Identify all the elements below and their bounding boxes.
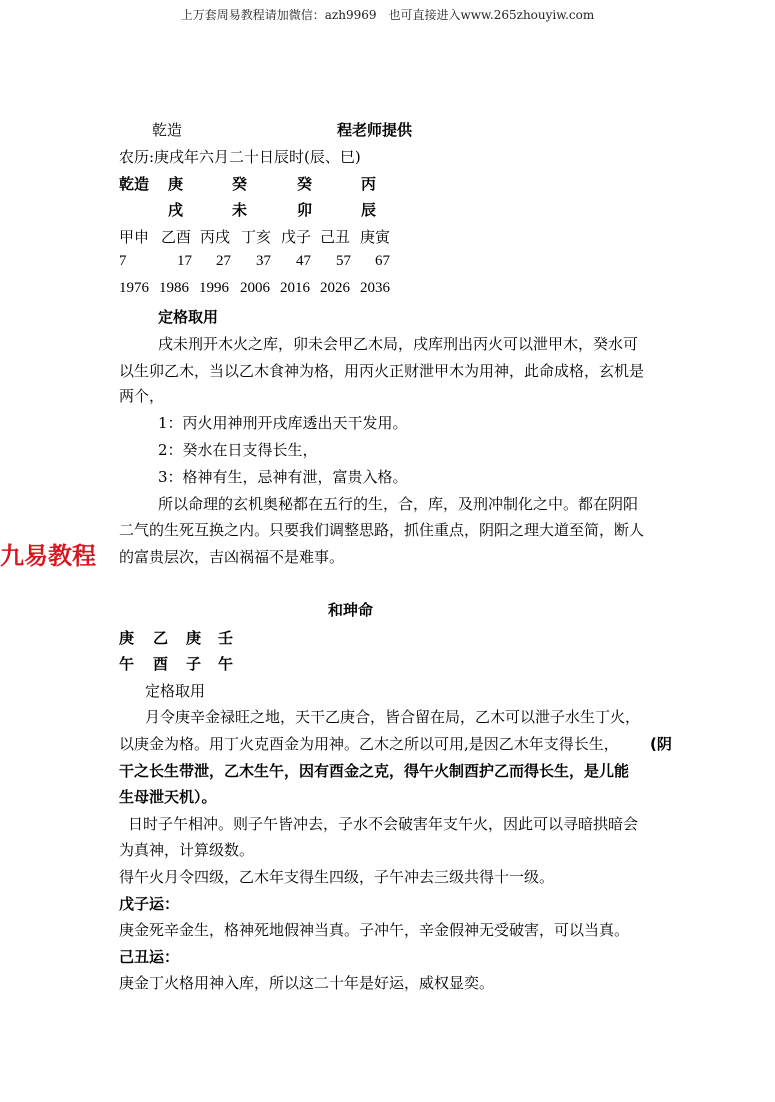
year-4: 2006	[240, 280, 270, 296]
age-4: 37	[256, 253, 271, 269]
case2-title: 和珅命	[328, 601, 374, 619]
c2-branch-4: 午	[218, 655, 234, 673]
para1-line3: 两个，	[119, 387, 165, 405]
para1-line1: 戌未刑开木火之库，卯未会甲乙木局，戌库刑出丙火可以泄甲木，癸水可	[158, 335, 639, 353]
c2-stem-3: 庚	[186, 629, 202, 647]
year-7: 2036	[360, 280, 390, 296]
c2-branch-1: 午	[119, 655, 135, 673]
dayun-6: 己丑	[320, 228, 351, 246]
lunar-date: 农历:庚戌年六月二十日辰时(辰、巳)	[119, 148, 361, 166]
dayun-4: 丁亥	[241, 228, 272, 246]
age-2: 17	[177, 253, 192, 269]
c2-branch-2: 酉	[153, 655, 169, 673]
c2-p1-line1: 月令庚辛金禄旺之地，天干乙庚合，皆合留在局，乙木可以泄子水生丁火，	[145, 708, 641, 726]
qianzao-label: 乾造	[152, 121, 183, 139]
c2-p1-line2: 以庚金为格。用丁火克酉金为用神。乙木之所以可用,是因乙木年支得长生，	[119, 735, 619, 753]
stem-day: 癸	[297, 175, 313, 193]
stem-hour: 丙	[361, 175, 377, 193]
c2-p1-line4: 生母泄天机）。	[119, 788, 217, 806]
branch-day: 卯	[297, 201, 313, 219]
age-5: 47	[296, 253, 311, 269]
age-3: 27	[216, 253, 231, 269]
branch-month: 未	[232, 201, 248, 219]
c2-branch-3: 子	[186, 655, 202, 673]
dayun-5: 戊子	[281, 228, 312, 246]
provider-credit: 程老师提供	[337, 121, 413, 139]
para2-line3: 的富贵层次，吉凶祸福不是难事。	[119, 548, 345, 566]
c2-p2-line2: 为真神，计算级数。	[119, 841, 255, 859]
year-3: 1996	[199, 280, 229, 296]
stem-month: 癸	[232, 175, 248, 193]
para2-line1: 所以命理的玄机奥秘都在五行的生，合，库，及刑冲制化之中。都在阴阳	[158, 495, 639, 513]
item-3: 3：格神有生，忌神有泄，富贵入格。	[158, 468, 408, 486]
year-2: 1986	[159, 280, 189, 296]
c2-stem-1: 庚	[119, 629, 135, 647]
item-2: 2：癸水在日支得长生，	[158, 441, 318, 459]
year-6: 2026	[320, 280, 350, 296]
dayun-2: 乙酉	[161, 228, 192, 246]
stem-year: 庚	[168, 175, 184, 193]
para1-line2: 以生卯乙木，当以乙木食神为格，用丙火正财泄甲木为用神，此命成格，玄机是	[119, 362, 645, 380]
branch-year: 戌	[168, 201, 184, 219]
dayun-1: 甲申	[119, 228, 150, 246]
year-1: 1976	[119, 280, 149, 296]
yun1-text: 庚金死辛金生，格神死地假神当真。子冲午，辛金假神无受破害，可以当真。	[119, 921, 630, 939]
dayun-3: 丙戌	[200, 228, 231, 246]
age-1: 7	[119, 253, 127, 269]
branch-hour: 辰	[361, 201, 377, 219]
year-5: 2016	[280, 280, 310, 296]
dayun-7: 庚寅	[360, 228, 391, 246]
para2-line2: 二气的生死互换之内。只要我们调整思路，抓住重点，阴阳之理大道至简，断人	[119, 521, 645, 539]
bazi-label: 乾造	[119, 175, 150, 193]
c2-p1-line3: 干之长生带泄，乙木生午，因有酉金之克，得午火制酉护乙而得长生，是儿能	[119, 762, 630, 780]
c2-stem-4: 壬	[218, 629, 234, 647]
yun1-title: 戊子运：	[119, 895, 180, 913]
yun2-title: 己丑运：	[119, 948, 180, 966]
c2-p3: 得午火月令四级，乙木年支得生四级，子午冲去三级共得十一级。	[119, 868, 555, 886]
age-6: 57	[336, 253, 351, 269]
section-title-2: 定格取用	[145, 682, 206, 700]
c2-p2-line1: 日时子午相冲。则子午皆冲去，子水不会破害年支午火，因此可以寻暗拱暗会	[128, 815, 639, 833]
c2-stem-2: 乙	[153, 629, 169, 647]
page-header-ad: 上万套周易教程请加微信：azh9969 也可直接进入www.265zhouyiw.com	[180, 8, 595, 22]
yun2-text: 庚金丁火格用神入库，所以这二十年是好运，威权显奕。	[119, 974, 495, 992]
item-1: 1：丙火用神刑开戌库透出天干发用。	[158, 414, 408, 432]
section-title-1: 定格取用	[158, 308, 219, 326]
watermark-logo: 九易教程	[0, 542, 96, 570]
age-7: 67	[375, 253, 390, 269]
c2-p1-line2-bold: (阴	[650, 735, 672, 753]
